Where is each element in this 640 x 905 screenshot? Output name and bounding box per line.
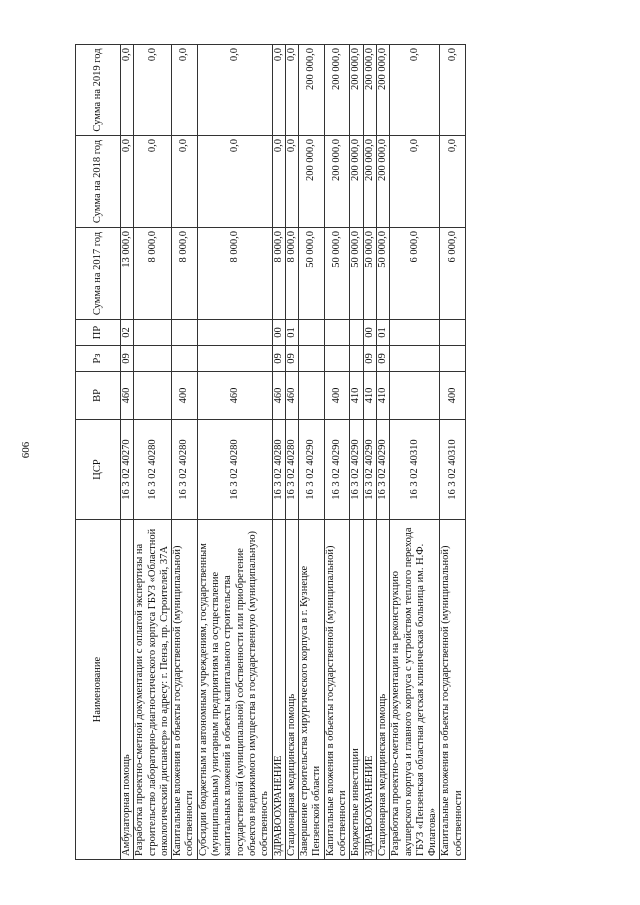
cell-rz bbox=[324, 346, 350, 372]
cell-rz bbox=[440, 346, 466, 372]
cell-rz: 09 bbox=[285, 346, 298, 372]
cell-name: Капитальные вложения в объекты государственной (муниципальной) собственности bbox=[440, 520, 466, 860]
cell-sum-2018: 200 000,0 bbox=[376, 136, 389, 228]
cell-sum-2019: 0,0 bbox=[172, 45, 198, 136]
cell-vr: 400 bbox=[324, 372, 350, 420]
header-sum-2017: Сумма на 2017 год bbox=[76, 228, 121, 320]
cell-sum-2017: 8 000,0 bbox=[134, 228, 172, 320]
cell-sum-2018: 200 000,0 bbox=[299, 136, 325, 228]
header-rz: Рз bbox=[76, 346, 121, 372]
cell-pr: 00 bbox=[363, 320, 376, 346]
cell-pr: 01 bbox=[285, 320, 298, 346]
cell-sum-2019: 200 000,0 bbox=[324, 45, 350, 136]
cell-sum-2019: 200 000,0 bbox=[299, 45, 325, 136]
cell-vr: 400 bbox=[172, 372, 198, 420]
cell-sum-2019: 0,0 bbox=[390, 45, 440, 136]
cell-rz: 09 bbox=[363, 346, 376, 372]
cell-vr: 410 bbox=[376, 372, 389, 420]
cell-pr bbox=[324, 320, 350, 346]
cell-sum-2019: 200 000,0 bbox=[363, 45, 376, 136]
cell-sum-2017: 6 000,0 bbox=[390, 228, 440, 320]
cell-name: Разработка проектно-сметной документации с оплатой экспертизы на строительство лабораторно-диагностического корпуса ГБУЗ «Областной онкологический диспансер» по адресу: г. Пенза, пр. Строителей, 37А bbox=[134, 520, 172, 860]
cell-csr: 16 3 02 40290 bbox=[299, 420, 325, 520]
cell-csr: 16 3 02 40290 bbox=[376, 420, 389, 520]
cell-csr: 16 3 02 40290 bbox=[324, 420, 350, 520]
cell-pr: 02 bbox=[121, 320, 134, 346]
table-row bbox=[172, 45, 198, 860]
cell-sum-2017: 50 000,0 bbox=[299, 228, 325, 320]
cell-csr: 16 3 02 40280 bbox=[197, 420, 272, 520]
cell-sum-2017: 8 000,0 bbox=[197, 228, 272, 320]
cell-csr: 16 3 02 40270 bbox=[121, 420, 134, 520]
cell-sum-2018: 0,0 bbox=[285, 136, 298, 228]
rotated-page bbox=[75, 45, 560, 860]
header-csr: ЦСР bbox=[76, 420, 121, 520]
cell-sum-2018: 0,0 bbox=[172, 136, 198, 228]
cell-sum-2017: 50 000,0 bbox=[363, 228, 376, 320]
cell-csr: 16 3 02 40290 bbox=[350, 420, 363, 520]
table-row bbox=[350, 45, 363, 860]
cell-rz bbox=[197, 346, 272, 372]
cell-vr bbox=[134, 372, 172, 420]
table-row bbox=[121, 45, 134, 860]
cell-rz bbox=[299, 346, 325, 372]
table-row bbox=[440, 45, 466, 860]
cell-pr bbox=[197, 320, 272, 346]
cell-pr bbox=[172, 320, 198, 346]
header-vr: ВР bbox=[76, 372, 121, 420]
cell-vr: 460 bbox=[197, 372, 272, 420]
cell-rz: 09 bbox=[376, 346, 389, 372]
cell-vr bbox=[299, 372, 325, 420]
cell-pr: 01 bbox=[376, 320, 389, 346]
cell-sum-2017: 6 000,0 bbox=[440, 228, 466, 320]
cell-pr: 00 bbox=[272, 320, 285, 346]
header-pr: ПР bbox=[76, 320, 121, 346]
table-row bbox=[299, 45, 325, 860]
cell-name: Капитальные вложения в объекты государственной (муниципальной) собственности bbox=[172, 520, 198, 860]
cell-sum-2018: 200 000,0 bbox=[324, 136, 350, 228]
table-row bbox=[197, 45, 272, 860]
cell-sum-2017: 8 000,0 bbox=[285, 228, 298, 320]
cell-name: Разработка проектно-сметной документации на реконструкцию акушерского корпуса и главного корпуса с устройством теплого перехода ГБУЗ «Пензенская областная детская клиническая больница им. Н.Ф. Филатова» bbox=[390, 520, 440, 860]
cell-sum-2018: 200 000,0 bbox=[350, 136, 363, 228]
header-sum-2018: Сумма на 2018 год bbox=[76, 136, 121, 228]
cell-sum-2019: 0,0 bbox=[121, 45, 134, 136]
cell-name: Стационарная медицинская помощь bbox=[285, 520, 298, 860]
cell-name: Субсидии бюджетным и автономным учреждениям, государственным (муниципальным) унитарным предприятиям на осуществление капитальных вложений в объекты капитального строительства государственной (муниципальной) собственности или приобретение объектов недвижимого имущества в государственную (муниципальную) собственность bbox=[197, 520, 272, 860]
cell-sum-2017: 13 000,0 bbox=[121, 228, 134, 320]
table-row bbox=[272, 45, 285, 860]
cell-sum-2019: 0,0 bbox=[134, 45, 172, 136]
cell-csr: 16 3 02 40310 bbox=[390, 420, 440, 520]
cell-vr: 400 bbox=[440, 372, 466, 420]
header-sum-2019: Сумма на 2019 год bbox=[76, 45, 121, 136]
cell-pr bbox=[440, 320, 466, 346]
cell-rz: 09 bbox=[121, 346, 134, 372]
cell-sum-2019: 200 000,0 bbox=[376, 45, 389, 136]
cell-sum-2019: 0,0 bbox=[272, 45, 285, 136]
cell-sum-2019: 0,0 bbox=[285, 45, 298, 136]
cell-vr: 410 bbox=[350, 372, 363, 420]
cell-name: Завершение строительства хирургического корпуса в г. Кузнецке Пензенской области bbox=[299, 520, 325, 860]
cell-csr: 16 3 02 40280 bbox=[134, 420, 172, 520]
cell-name: Амбулаторная помощь bbox=[121, 520, 134, 860]
table-row bbox=[390, 45, 440, 860]
cell-sum-2018: 0,0 bbox=[197, 136, 272, 228]
cell-sum-2017: 50 000,0 bbox=[350, 228, 363, 320]
cell-sum-2018: 0,0 bbox=[440, 136, 466, 228]
cell-csr: 16 3 02 40310 bbox=[440, 420, 466, 520]
cell-rz bbox=[134, 346, 172, 372]
budget-table bbox=[75, 44, 466, 860]
cell-sum-2018: 0,0 bbox=[134, 136, 172, 228]
cell-name: Капитальные вложения в объекты государственной (муниципальной) собственности bbox=[324, 520, 350, 860]
cell-pr bbox=[390, 320, 440, 346]
cell-rz bbox=[390, 346, 440, 372]
cell-vr: 410 bbox=[363, 372, 376, 420]
header-name: Наименование bbox=[76, 520, 121, 860]
cell-pr bbox=[134, 320, 172, 346]
cell-pr bbox=[299, 320, 325, 346]
cell-sum-2017: 8 000,0 bbox=[272, 228, 285, 320]
cell-rz bbox=[172, 346, 198, 372]
cell-vr: 460 bbox=[285, 372, 298, 420]
cell-csr: 16 3 02 40280 bbox=[172, 420, 198, 520]
table-row bbox=[363, 45, 376, 860]
cell-sum-2018: 0,0 bbox=[121, 136, 134, 228]
cell-name: ЗДРАВООХРАНЕНИЕ bbox=[363, 520, 376, 860]
table-header-row bbox=[76, 45, 121, 860]
cell-sum-2019: 200 000,0 bbox=[350, 45, 363, 136]
table-row bbox=[134, 45, 172, 860]
cell-name: Стационарная медицинская помощь bbox=[376, 520, 389, 860]
table-row bbox=[285, 45, 298, 860]
table-row bbox=[324, 45, 350, 860]
cell-sum-2019: 0,0 bbox=[440, 45, 466, 136]
cell-sum-2017: 50 000,0 bbox=[376, 228, 389, 320]
cell-csr: 16 3 02 40280 bbox=[285, 420, 298, 520]
page-number: 606 bbox=[20, 441, 32, 459]
table-row bbox=[376, 45, 389, 860]
cell-vr: 460 bbox=[121, 372, 134, 420]
cell-name: Бюджетные инвестиции bbox=[350, 520, 363, 860]
cell-pr bbox=[350, 320, 363, 346]
cell-sum-2017: 50 000,0 bbox=[324, 228, 350, 320]
cell-rz bbox=[350, 346, 363, 372]
cell-vr: 460 bbox=[272, 372, 285, 420]
cell-sum-2018: 0,0 bbox=[390, 136, 440, 228]
cell-vr bbox=[390, 372, 440, 420]
cell-sum-2018: 200 000,0 bbox=[363, 136, 376, 228]
cell-name: ЗДРАВООХРАНЕНИЕ bbox=[272, 520, 285, 860]
cell-sum-2018: 0,0 bbox=[272, 136, 285, 228]
cell-rz: 09 bbox=[272, 346, 285, 372]
cell-csr: 16 3 02 40280 bbox=[272, 420, 285, 520]
cell-csr: 16 3 02 40290 bbox=[363, 420, 376, 520]
cell-sum-2019: 0,0 bbox=[197, 45, 272, 136]
cell-sum-2017: 8 000,0 bbox=[172, 228, 198, 320]
